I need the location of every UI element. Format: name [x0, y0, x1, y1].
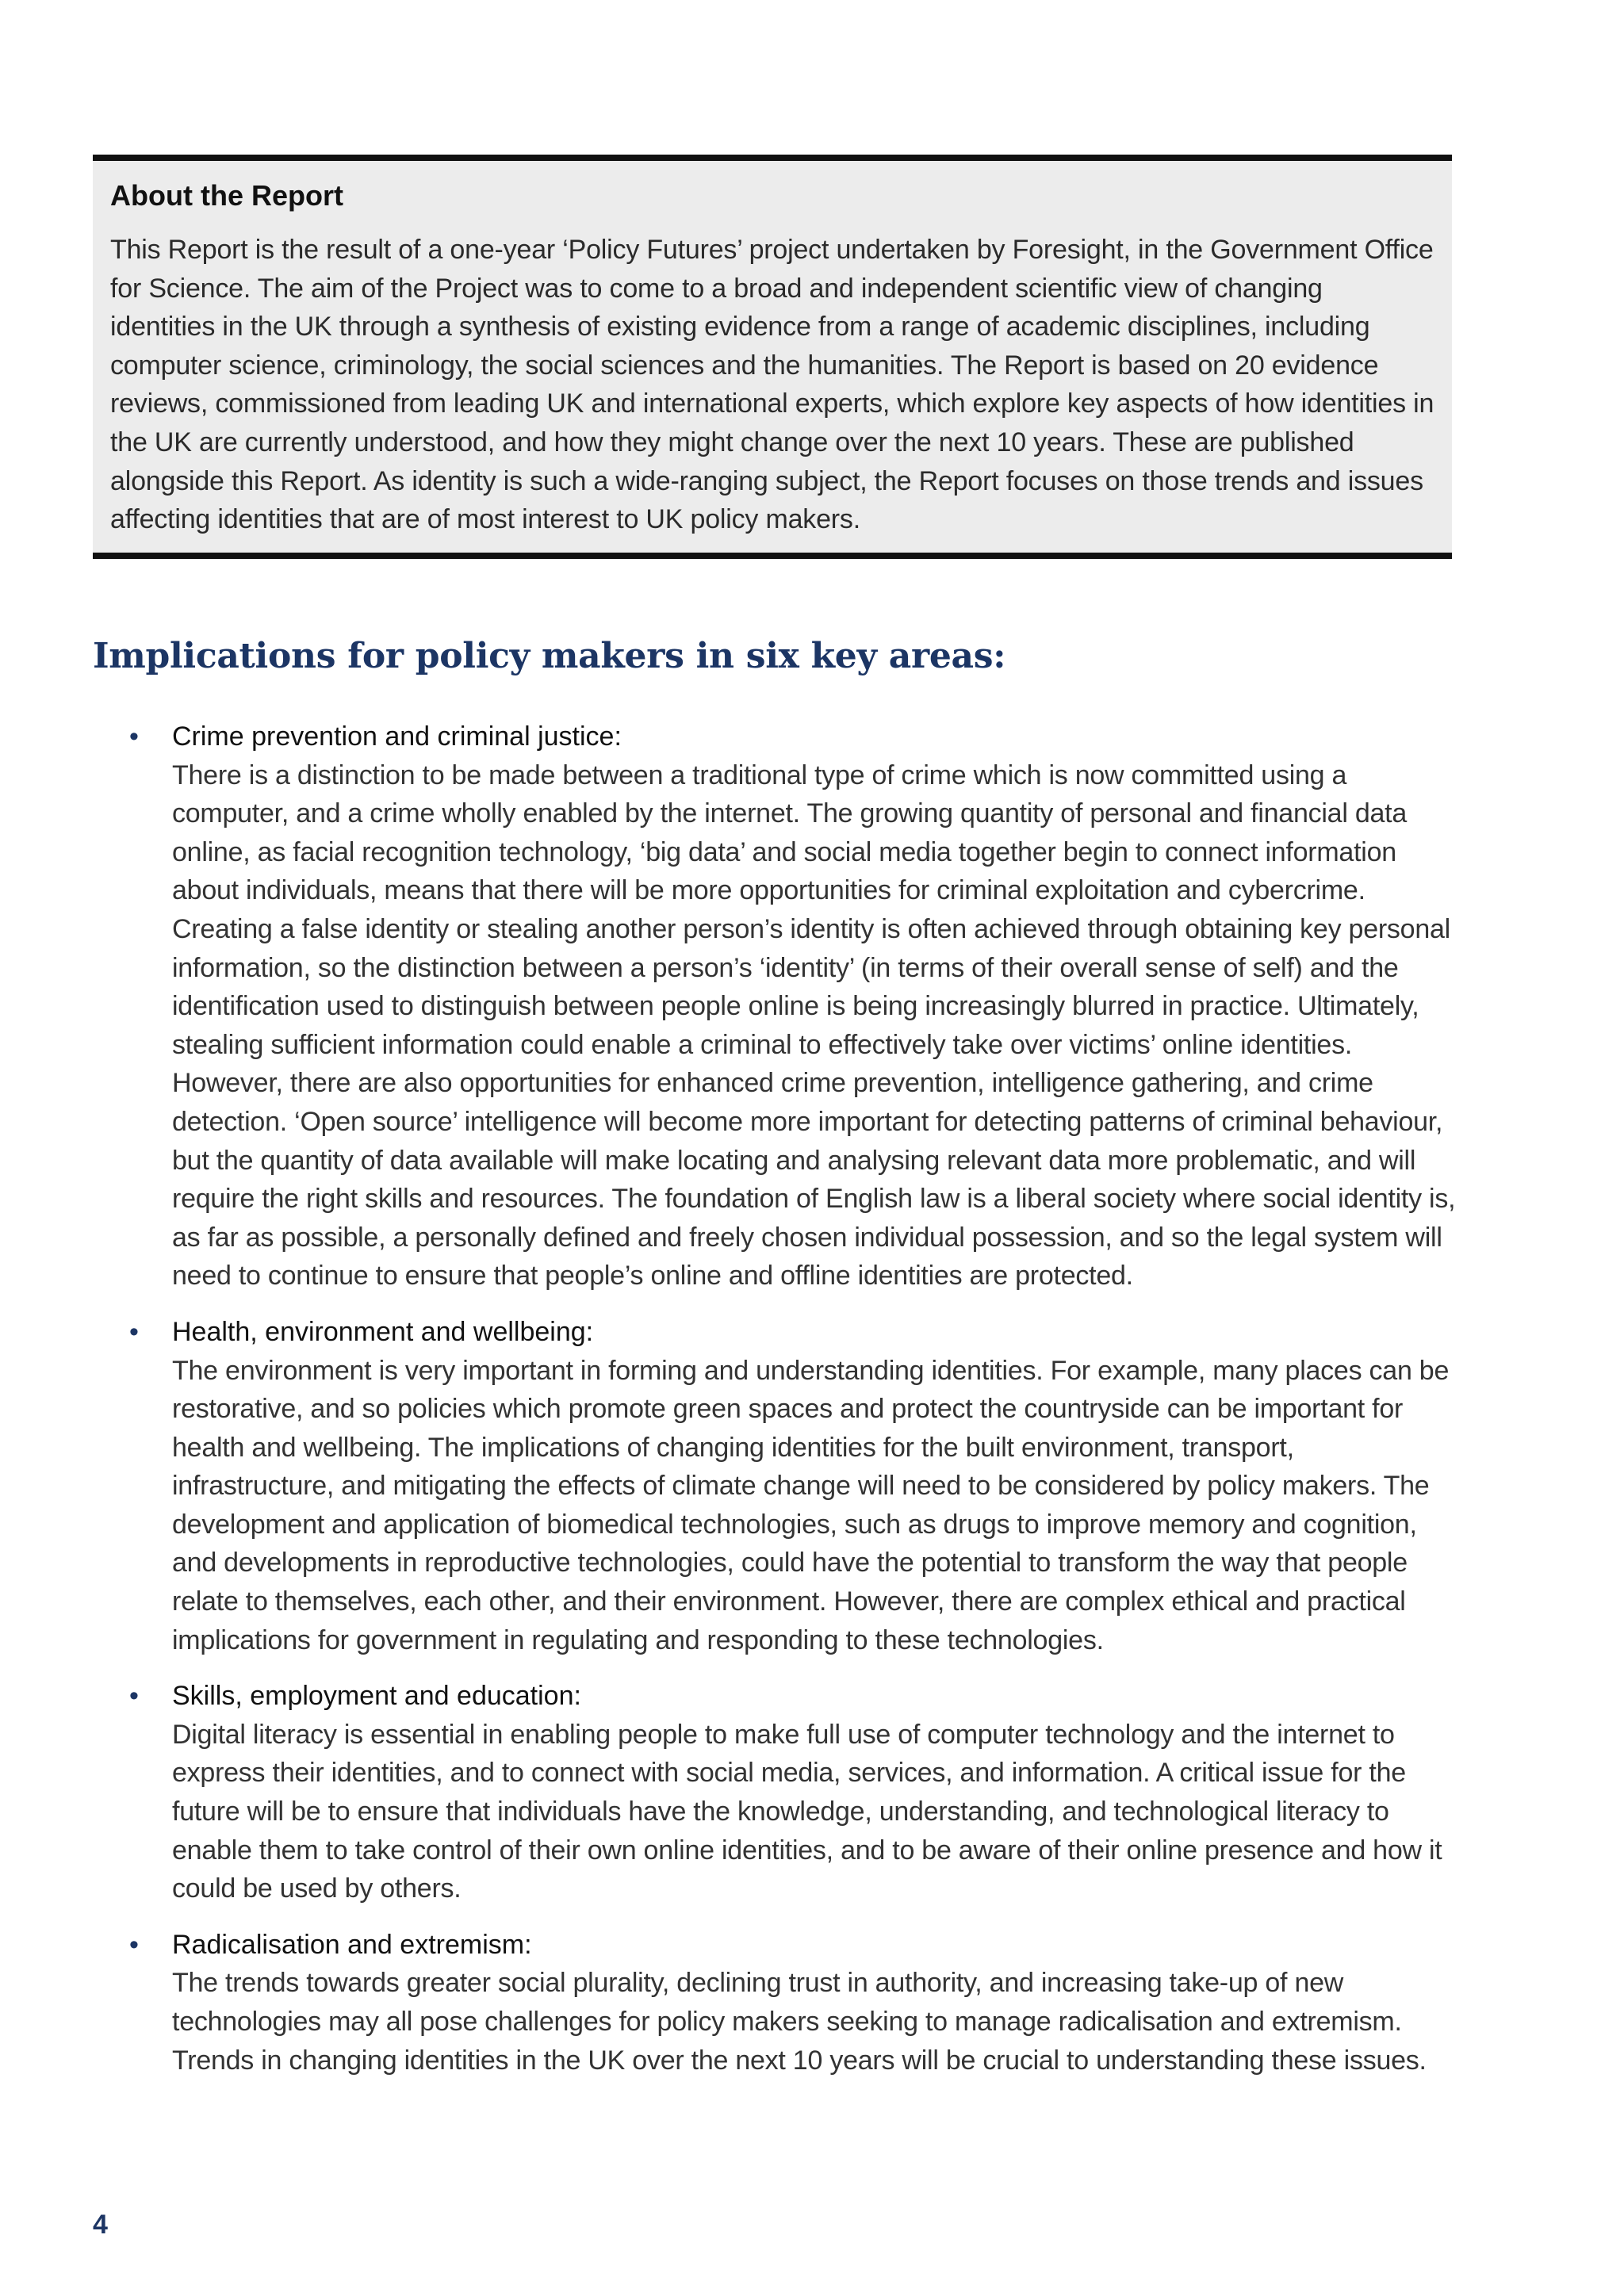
section-title: Implications for policy makers in six key areas: [93, 636, 1006, 676]
item-title: Skills, employment and education: [172, 1681, 581, 1712]
key-areas-list [93, 718, 1457, 2097]
item-text: Digital literacy is essential in enabling people to make full use of computer technology and the internet to express their identities, and to connect with social media, services, and information. A critical issue for the future will be to ensure that individuals have the knowledge, understanding, and technological literacy to enable them to take control of their own online identities, and to be aware of their online presence and how it could be used by others. [172, 1719, 1442, 1904]
bullet-icon: • [129, 1316, 139, 1347]
about-title: About the Report [110, 179, 343, 212]
about-body: This Report is the result of a one-year ‘Policy Futures’ project undertaken by Foresight, in the Government Office for Science. The aim of the Project was to come to a broad and independent scientific view of changing identities in the UK through a synthesis of existing evidence from a range of academic disciplines, including computer science, criminology, the social sciences and the humanities. The Report is based on 20 evidence reviews, commissioned from leading UK and international experts, which explore key aspects of how identities in the UK are currently understood, and how they might change over the next 10 years. These are published alongside this Report. As identity is such a wide-ranging subject, the Report focuses on those trends and issues affecting identities that are of most interest to UK policy makers. [110, 235, 1434, 535]
page-number: 4 [93, 2210, 108, 2240]
item-text: The environment is very important in forming and understanding identities. For example, many places can be restorative, and so policies which promote green spaces and protect the countryside can be important for health and wellbeing. The implications of changing identities for the built environment, transport, infrastructure, and mitigating the effects of climate change will need to be considered by policy makers. The development and application of biomedical technologies, such as drugs to improve memory and cognition, and developments in reproductive technologies, could have the potential to transform the way that people relate to themselves, each other, and their environment. However, there are complex ethical and practical implications for government in regulating and responding to these technologies. [172, 1355, 1450, 1655]
list-item-skills [93, 1677, 1457, 1908]
item-text: The trends towards greater social plurality, declining trust in authority, and increasing take-up of new technologies may all pose challenges for policy makers seeking to manage radicalisation and extremism. Trends in changing identities in the UK over the next 10 years will be crucial to understanding these issues. [172, 1968, 1427, 2076]
item-title: Health, environment and wellbeing: [172, 1316, 594, 1347]
about-the-report-box [93, 155, 1452, 559]
list-item-health [93, 1313, 1457, 1659]
item-text: There is a distinction to be made between a traditional type of crime which is now committed using a computer, and a crime wholly enabled by the internet. The growing quantity of personal and financial data online, as facial recognition technology, ‘big data’ and social media together begin to connect information about individuals, means that there will be more opportunities for criminal exploitation and cybercrime. Creating a false identity or stealing another person’s identity is often achieved through obtaining key personal information, so the distinction between a person’s ‘identity’ (in terms of their overall sense of self) and the identification used to distinguish between people online is being increasingly blurred in practice. Ultimately, stealing sufficient information could enable a criminal to effectively take over victims’ online identities. However, there are also opportunities for enhanced crime prevention, intelligence gathering, and crime detection. ‘Open source’ intelligence will become more important for detecting patterns of criminal behaviour, but the quantity of data available will make locating and analysing relevant data more problematic, and will require the right skills and resources. The foundation of English law is a liberal society where social identity is, as far as possible, a personally defined and freely chosen individual possession, and so the legal system will need to continue to ensure that people’s online and offline identities are protected. [172, 760, 1456, 1292]
list-item-radicalisation [93, 1926, 1457, 2080]
item-title: Radicalisation and extremism: [172, 1929, 532, 1960]
list-item-crime [93, 718, 1457, 1295]
item-title: Crime prevention and criminal justice: [172, 721, 622, 752]
bullet-icon: • [129, 1681, 139, 1712]
bullet-icon: • [129, 1929, 139, 1960]
bullet-icon: • [129, 721, 139, 752]
